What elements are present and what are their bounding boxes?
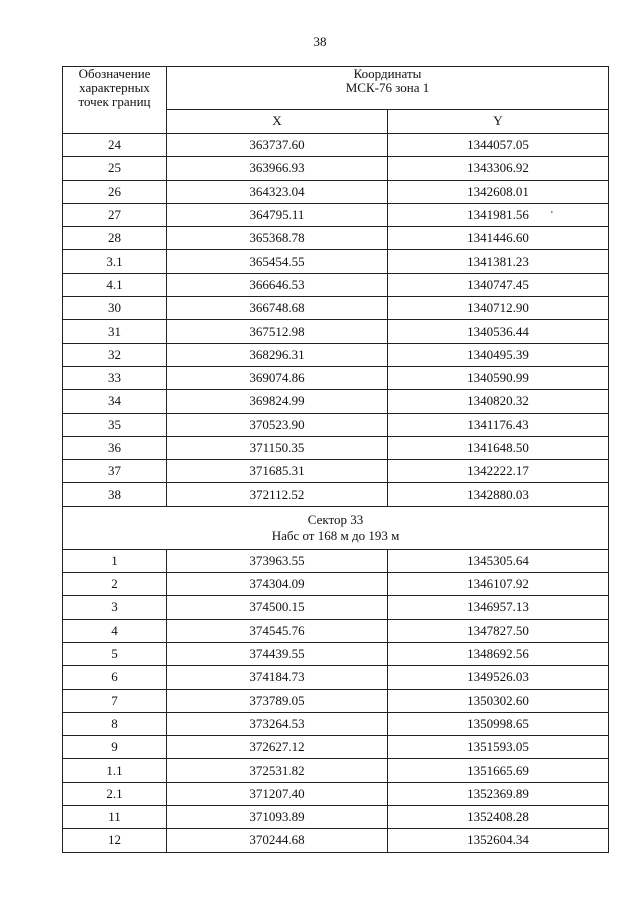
y-coordinate-cell: 1351665.69: [388, 759, 609, 782]
table-row: [63, 689, 609, 712]
coordinates-table: [62, 66, 609, 853]
y-coordinate-cell: 1350998.65: [388, 712, 609, 735]
y-coordinate-cell: 1340747.45: [388, 273, 609, 296]
table-row: [63, 736, 609, 759]
table-row: [63, 390, 609, 413]
point-id-cell: 7: [63, 689, 167, 712]
y-coordinate-cell: 1342222.17: [388, 460, 609, 483]
point-id-cell: 38: [63, 483, 167, 506]
y-coordinate-cell: 1342608.01: [388, 180, 609, 203]
table-row: [63, 250, 609, 273]
table-row: [63, 273, 609, 296]
table-row: [63, 549, 609, 572]
table-row: [63, 460, 609, 483]
table-row: [63, 782, 609, 805]
point-id-cell: 12: [63, 829, 167, 852]
table-row: [63, 413, 609, 436]
y-coordinate-cell: 1352604.34: [388, 829, 609, 852]
point-id-cell: 35: [63, 413, 167, 436]
x-coordinate-cell: 366646.53: [167, 273, 388, 296]
point-id-cell: 1: [63, 549, 167, 572]
y-coordinate-cell: 1346957.13: [388, 596, 609, 619]
table-row: [63, 134, 609, 157]
page-number: 38: [313, 34, 327, 49]
y-coordinate-cell: 1341381.23: [388, 250, 609, 273]
x-coordinate-cell: 373789.05: [167, 689, 388, 712]
x-coordinate-cell: 374439.55: [167, 642, 388, 665]
y-coordinate-cell: 1341176.43: [388, 413, 609, 436]
point-id-cell: 4: [63, 619, 167, 642]
table-row: [63, 227, 609, 250]
x-coordinate-cell: 374184.73: [167, 666, 388, 689]
y-coordinate-cell: 1348692.56: [388, 642, 609, 665]
point-id-cell: 4.1: [63, 273, 167, 296]
y-coordinate-cell: 1340495.39: [388, 343, 609, 366]
x-coordinate-cell: 363966.93: [167, 157, 388, 180]
x-coordinate-cell: 371685.31: [167, 460, 388, 483]
x-coordinate-cell: 370523.90: [167, 413, 388, 436]
x-coordinate-cell: 365368.78: [167, 227, 388, 250]
x-coordinate-cell: 368296.31: [167, 343, 388, 366]
point-id-cell: 5: [63, 642, 167, 665]
x-coordinate-cell: 373264.53: [167, 712, 388, 735]
point-id-cell: 31: [63, 320, 167, 343]
x-coordinate-cell: 374304.09: [167, 573, 388, 596]
table-row: [63, 157, 609, 180]
point-id-cell: 24: [63, 134, 167, 157]
y-coordinate-cell: 1350302.60: [388, 689, 609, 712]
table-row: [63, 436, 609, 459]
x-coordinate-cell: 374500.15: [167, 596, 388, 619]
point-id-cell: 3: [63, 596, 167, 619]
table-row: [63, 759, 609, 782]
y-coordinate-cell: 1340536.44: [388, 320, 609, 343]
y-column-header: Y: [388, 109, 609, 133]
table-row: [63, 829, 609, 852]
stray-mark: ': [551, 210, 553, 221]
table-row: [63, 297, 609, 320]
table-row: [63, 573, 609, 596]
x-coordinate-cell: 373963.55: [167, 549, 388, 572]
point-id-cell: 37: [63, 460, 167, 483]
point-id-cell: 11: [63, 806, 167, 829]
point-id-cell: 34: [63, 390, 167, 413]
y-coordinate-cell: 1341981.56: [388, 203, 609, 226]
y-coordinate-cell: 1344057.05: [388, 134, 609, 157]
y-coordinate-cell: 1351593.05: [388, 736, 609, 759]
y-coordinate-cell: 1342880.03: [388, 483, 609, 506]
point-id-cell: 26: [63, 180, 167, 203]
table-row: [63, 666, 609, 689]
point-id-cell: 27: [63, 203, 167, 226]
point-id-cell: 9: [63, 736, 167, 759]
point-id-cell: 25: [63, 157, 167, 180]
y-coordinate-cell: 1340820.32: [388, 390, 609, 413]
x-coordinate-cell: 369074.86: [167, 366, 388, 389]
x-coordinate-cell: 372627.12: [167, 736, 388, 759]
point-id-cell: 6: [63, 666, 167, 689]
point-id-cell: 2.1: [63, 782, 167, 805]
sector-title: Сектор 33 Набс от 168 м до 193 м: [63, 506, 609, 549]
y-coordinate-cell: 1345305.64: [388, 549, 609, 572]
point-id-cell: 8: [63, 712, 167, 735]
point-id-cell: 1.1: [63, 759, 167, 782]
y-coordinate-cell: 1341648.50: [388, 436, 609, 459]
x-coordinate-cell: 365454.55: [167, 250, 388, 273]
table-row: [63, 483, 609, 506]
y-coordinate-cell: 1340590.99: [388, 366, 609, 389]
table-row: [63, 203, 609, 226]
x-coordinate-cell: 371093.89: [167, 806, 388, 829]
table-row: [63, 180, 609, 203]
table-row: [63, 642, 609, 665]
coordinates-header: Координаты МСК-76 зона 1: [167, 67, 609, 110]
table-row: [63, 712, 609, 735]
x-coordinate-cell: 364323.04: [167, 180, 388, 203]
point-id-cell: 3.1: [63, 250, 167, 273]
x-coordinate-cell: 364795.11: [167, 203, 388, 226]
x-column-header: X: [167, 109, 388, 133]
point-id-cell: 2: [63, 573, 167, 596]
y-coordinate-cell: 1346107.92: [388, 573, 609, 596]
x-coordinate-cell: 370244.68: [167, 829, 388, 852]
y-coordinate-cell: 1343306.92: [388, 157, 609, 180]
point-id-cell: 30: [63, 297, 167, 320]
y-coordinate-cell: 1352408.28: [388, 806, 609, 829]
sector-header-row: [63, 506, 609, 549]
table-row: [63, 343, 609, 366]
point-id-cell: 32: [63, 343, 167, 366]
x-coordinate-cell: 372112.52: [167, 483, 388, 506]
x-coordinate-cell: 367512.98: [167, 320, 388, 343]
x-coordinate-cell: 369824.99: [167, 390, 388, 413]
x-coordinate-cell: 372531.82: [167, 759, 388, 782]
y-coordinate-cell: 1349526.03: [388, 666, 609, 689]
point-id-cell: 28: [63, 227, 167, 250]
y-coordinate-cell: 1352369.89: [388, 782, 609, 805]
y-coordinate-cell: 1340712.90: [388, 297, 609, 320]
table-row: [63, 806, 609, 829]
x-coordinate-cell: 366748.68: [167, 297, 388, 320]
rows-before-sector: [63, 134, 609, 507]
y-coordinate-cell: 1347827.50: [388, 619, 609, 642]
x-coordinate-cell: 371150.35: [167, 436, 388, 459]
x-coordinate-cell: 363737.60: [167, 134, 388, 157]
sector-rows: [63, 549, 609, 852]
table-row: [63, 366, 609, 389]
point-designation-header: Обозначение характерных точек границ: [63, 67, 167, 134]
x-coordinate-cell: 371207.40: [167, 782, 388, 805]
x-coordinate-cell: 374545.76: [167, 619, 388, 642]
table-row: [63, 596, 609, 619]
table-row: [63, 619, 609, 642]
point-id-cell: 36: [63, 436, 167, 459]
point-id-cell: 33: [63, 366, 167, 389]
y-coordinate-cell: 1341446.60: [388, 227, 609, 250]
table-row: [63, 320, 609, 343]
